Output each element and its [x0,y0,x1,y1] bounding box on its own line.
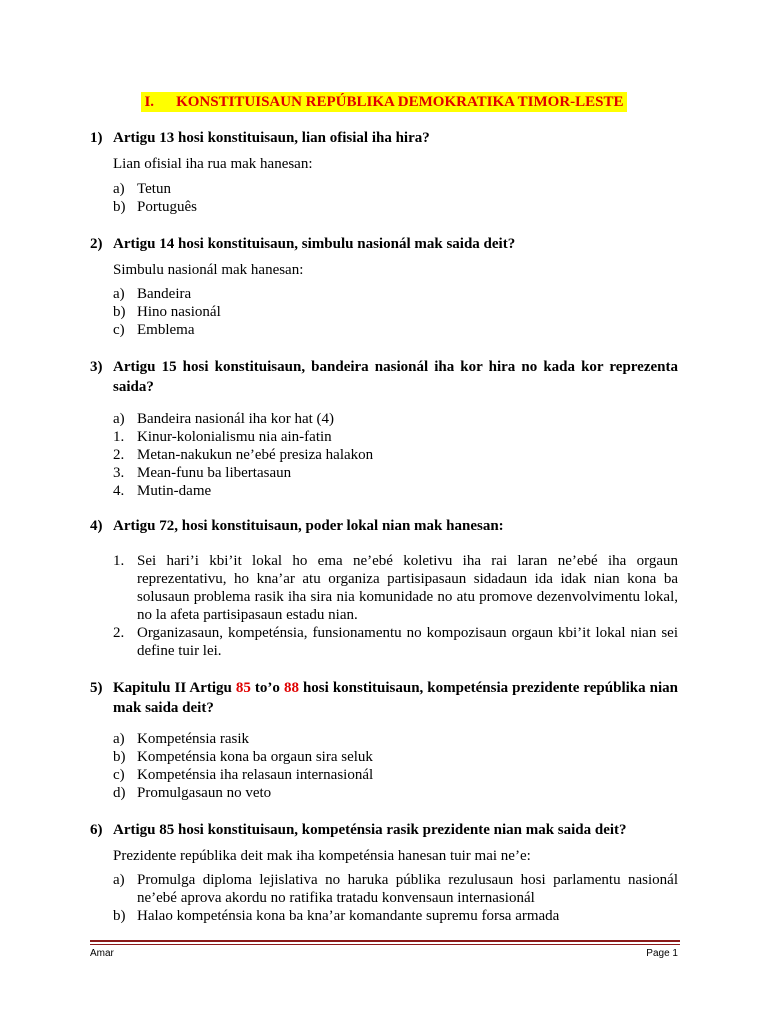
item-text: Bandeira nasionál iha kor hat (4) [137,411,335,427]
answer-list-6 [113,871,678,925]
question-6 [90,820,678,840]
list-item [113,321,678,339]
question-text: Artigu 15 hosi konstituisaun, bandeira nasionál iha kor hira no kada kor reprezenta saida? [113,359,678,395]
section-heading [0,92,768,112]
item-label: 4. [113,483,125,499]
item-text: Sei hari’i kbi’it lokal ho ema ne’ebé koletivu iha rai laran ne’ebé iha orgaun reprezentativu, ho kna’ar atu organiza partisipasaun sidadaun ida idak nian kona ba solusaun problema rasik iha sira nia komunidade no atu promove dezenvolvimentu lokal, no la afeta partisipasaun estadu nian. [137,553,678,623]
question-number: 5) [90,680,103,696]
question-text [113,678,678,718]
question-number: 1) [90,130,103,146]
answer-list-3 [113,410,678,500]
item-label: a) [113,286,125,302]
list-item [113,410,678,428]
answer-list-5 [113,730,678,802]
list-item [113,907,678,925]
item-text: Organizasaun, kompeténsia, funsionamentu no kompozisaun orgaun kbi’it lokal nian sei define tuir lei. [137,625,678,659]
question-3 [90,357,678,397]
section-title-highlight [141,92,626,112]
item-text: Halao kompeténsia kona ba kna’ar komandante supremu forsa armada [137,908,560,924]
item-label: 2. [113,447,125,463]
item-label: c) [113,767,125,783]
question-text-part: Kapitulu II Artigu [113,680,236,696]
item-text: Hino nasionál [137,304,221,320]
question-number: 4) [90,518,103,534]
answer-intro: Prezidente repúblika deit mak iha kompeténsia hanesan tuir mai ne’e: [113,848,531,864]
list-item [113,464,678,482]
item-label: b) [113,908,126,924]
item-label: b) [113,749,126,765]
list-item [113,730,678,748]
footer-rule-thin [90,944,680,945]
question-5 [90,678,678,718]
item-label: b) [113,199,126,215]
list-item [113,748,678,766]
question-text: Artigu 72, hosi konstituisaun, poder lokal nian mak hanesan: [113,518,504,534]
item-text: Promulga diploma lejislativa no haruka públika rezulusaun hosi parlamentu nasionál ne’ebé aprova akordu no ratifika tratadu konvensaun internasionál [137,872,678,906]
item-text: Metan-nakukun ne’ebé presiza halakon [137,447,374,463]
item-label: d) [113,785,126,801]
question-1 [90,128,678,148]
highlighted-article-number: 88 [283,680,299,696]
item-text: Emblema [137,322,195,338]
item-label: 1. [113,429,125,445]
section-number: I. [144,94,155,110]
item-text: Kinur-kolonialismu nia ain-fatin [137,429,332,445]
item-text: Português [137,199,197,215]
item-text: Promulgasaun no veto [137,785,272,801]
answer-list-1 [113,180,678,216]
item-text: Kompeténsia rasik [137,731,250,747]
section-title: KONSTITUISAUN REPÚBLIKA DEMOKRATIKA TIMOR-LESTE [176,94,624,110]
answer-list-2 [113,285,678,339]
footer-rule [90,940,680,942]
list-item [113,552,678,624]
footer-page-number: Page 1 [646,948,678,959]
question-text: Artigu 13 hosi konstituisaun, lian ofisial iha hira? [113,130,430,146]
answer-list-4 [113,552,678,660]
list-item [113,198,678,216]
item-label: 1. [113,553,125,569]
list-item [113,285,678,303]
item-label: a) [113,731,125,747]
list-item [113,446,678,464]
item-text: Tetun [137,181,171,197]
list-item [113,624,678,660]
item-text: Kompeténsia iha relasaun internasionál [137,767,374,783]
footer-author: Amar [90,948,114,959]
item-label: b) [113,304,126,320]
item-label: 3. [113,465,125,481]
highlighted-article-number: 85 [235,680,251,696]
answer-intro: Simbulu nasionál mak hanesan: [113,262,304,278]
question-text: Artigu 14 hosi konstituisaun, simbulu nasionál mak saida deit? [113,236,516,252]
list-item [113,871,678,907]
list-item [113,180,678,198]
item-label: a) [113,872,125,888]
question-number: 6) [90,822,103,838]
question-text-part: to’o [250,680,284,696]
list-item [113,784,678,802]
list-item [113,482,678,500]
item-text: Mutin-dame [137,483,212,499]
question-2 [90,234,678,254]
list-item [113,303,678,321]
item-label: a) [113,411,125,427]
question-text: Artigu 85 hosi konstituisaun, kompeténsia rasik prezidente nian mak saida deit? [113,822,627,838]
item-label: c) [113,322,125,338]
item-text: Mean-funu ba libertasaun [137,465,292,481]
question-number: 3) [90,359,103,375]
list-item [113,766,678,784]
answer-intro: Lian ofisial iha rua mak hanesan: [113,156,313,172]
question-4 [90,516,678,536]
item-label: 2. [113,625,125,641]
item-text: Bandeira [137,286,192,302]
list-item [113,428,678,446]
question-number: 2) [90,236,103,252]
item-text: Kompeténsia kona ba orgaun sira seluk [137,749,373,765]
question-text-part: hosi konstituisaun, kompeténsia prezidente repúblika nian mak saida deit? [113,680,678,716]
item-label: a) [113,181,125,197]
